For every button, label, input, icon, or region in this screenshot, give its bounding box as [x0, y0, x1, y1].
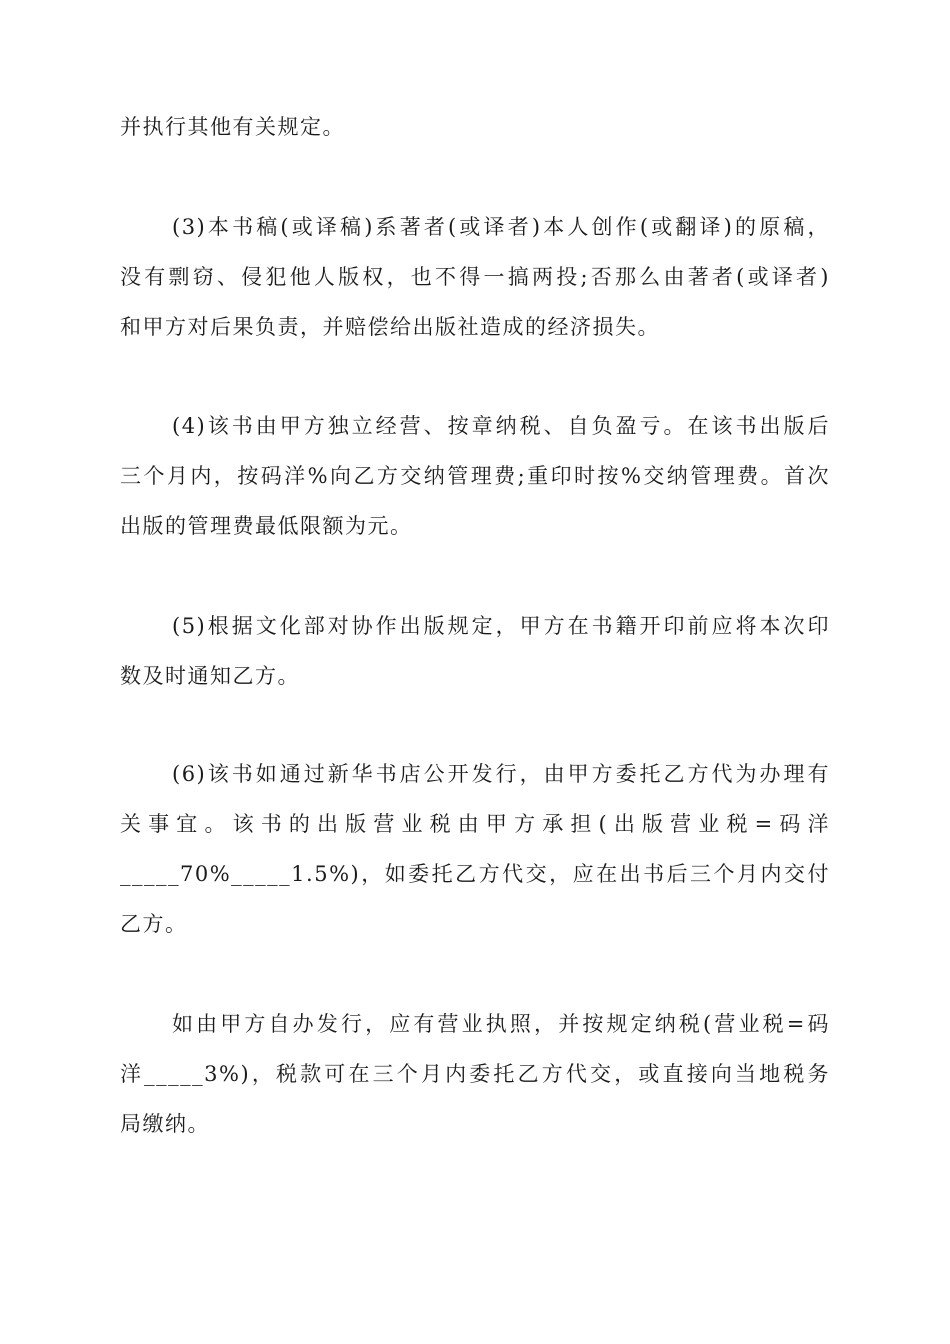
- paragraph-4-line-3: 出版的管理费最低限额为元。: [120, 514, 413, 538]
- paragraph-3-line-2: 没有剽窃、侵犯他人版权，也不得一搞两投;否那么由著者(或译者): [120, 265, 830, 289]
- paragraph-7-line-1: 如由甲方自办发行，应有营业执照，并按规定纳税(营业税=码: [172, 1012, 830, 1036]
- paragraph-4-line-1: (4)该书由甲方独立经营、按章纳税、自负盈亏。在该书出版后: [172, 414, 830, 438]
- paragraph-6-line-4: 乙方。: [120, 912, 188, 936]
- paragraph-7-line-3: 局缴纳。: [120, 1112, 210, 1136]
- paragraph-2-line-1: 并执行其他有关规定。: [120, 115, 345, 139]
- paragraph-6-line-2: 关事宜。该书的出版营业税由甲方承担(出版营业税=码洋: [120, 812, 830, 836]
- paragraph-3-line-3: 和甲方对后果负责，并赔偿给出版社造成的经济损失。: [120, 315, 660, 339]
- paragraph-7-line-2: 洋_____3%)，税款可在三个月内委托乙方代交，或直接向当地税务: [120, 1062, 830, 1086]
- paragraph-6-line-3: _____70%_____1.5%)，如委托乙方代交，应在出书后三个月内交付: [120, 862, 830, 886]
- paragraph-3-line-1: (3)本书稿(或译稿)系著者(或译者)本人创作(或翻译)的原稿，: [172, 215, 830, 239]
- paragraph-5-line-2: 数及时通知乙方。: [120, 664, 300, 688]
- paragraph-5-line-1: (5)根据文化部对协作出版规定，甲方在书籍开印前应将本次印: [172, 614, 830, 638]
- paragraph-4-line-2: 三个月内，按码洋%向乙方交纳管理费;重印时按%交纳管理费。首次: [120, 464, 830, 488]
- paragraph-6-line-1: (6)该书如通过新华书店公开发行，由甲方委托乙方代为办理有: [172, 762, 830, 786]
